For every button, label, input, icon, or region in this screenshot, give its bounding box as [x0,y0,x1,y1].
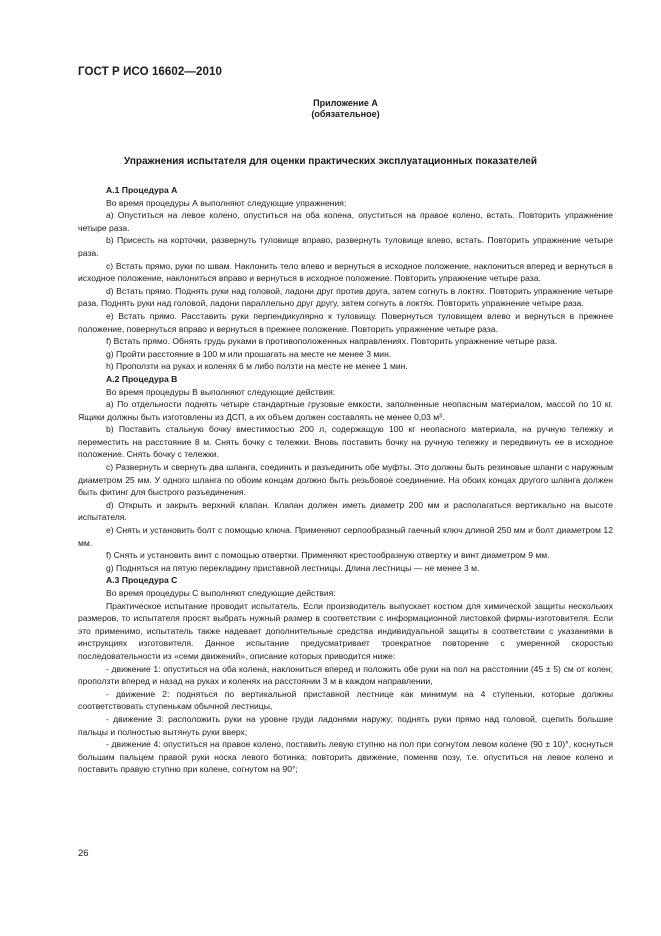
paragraph: е) Снять и установить болт с помощью ключа. Применяют серпообразный гаечный ключ длиной 250 мм и болт диаметром 12 мм. [78,525,613,548]
paragraph: f) Встать прямо. Обнять грудь руками в противоположенных направлениях. Повторить упражнение четыре раза. [106,336,558,347]
paragraph: Во время процедуры В выполняют следующие действия: [106,386,336,397]
paragraph: с) Встать прямо, руки по швам. Наклонить тело влево и вернуться в исходное положение, наклониться вперед и вернуться в исходное положение, наклониться вправо и вернуться в исходное положение. Повторить упражнение четыре раза. [78,260,613,284]
page-number: 26 [78,848,89,859]
subsection-heading: А.3 Процедура С [106,575,178,586]
annex-title: Приложение А [313,98,378,108]
paragraph: d) Встать прямо. Поднять руки над головой, ладони друг против друга, затем согнуть в локтях. Повторить упражнение четыре раза. Поднять руки над головой, ладони параллельно друг другу, затем согнуть в локтях. Повторить упражнение четыре раза. [78,285,613,309]
annex-heading [0,98,661,120]
paragraph: - движение 1: опуститься на оба колена, наклониться вперед и положить обе руки на пол на расстоянии (45 ± 5) см от колен; проползти вперед и назад на руках и коленях на расстоянии 3 м в каждом направлении, [78,663,613,687]
body-text [78,184,613,776]
paragraph: с) Развернуть и свернуть два шланга, соединить и разъединить обе муфты. Это должны быть резиновые шланги с наружным диаметром 25 мм. У одного шланга по обоим концам должно быть резьбовое соединение. На обоих концах другого шланга должен быть фитинг для быстрого разъединения. [78,462,613,498]
paragraph: а) Опуститься на левое колено, опуститься на оба колена, опуститься на правое колено, встать. Повторить упражнение четыре раза. [78,210,613,233]
paragraph: g) Пройти расстояние в 100 м или прошагать на месте не менее 3 мин. [106,348,392,359]
subsection-heading: А.2 Процедура В [106,373,178,384]
paragraph: - движение 4: опуститься на правое колено, поставить левую ступню на пол при согнутом левом колене (90 ± 10)°, коснуться большим пальцем правой руки носка левого ботинка; повторить движение, поменяв позу, т.е. опуститься на левое колено и поставить правую ступню при колене, согнутом на 90°; [78,739,613,775]
paragraph: - движение 3: расположить руки на уровне груди ладонями наружу; поднять руки прямо над головой, сцепить большие пальцы и полностью вытянуть руки вверх; [78,713,613,737]
section-title: Упражнения испытателя для оценки практических эксплуатационных показателей [123,156,538,167]
paragraph: g) Подняться на пятую перекладину приставной лестницы. Длина лестницы — не менее 3 м. [106,562,480,573]
paragraph: е) Встать прямо. Расставить руки перпендикулярно к туловищу. Повернуться туловищем влево и вернуться в прежнее положение, повернуться вправо и вернуться в прежнее положение. Повторить упражнение четыре раза. [78,310,613,334]
paragraph: а) По отдельности поднять четыре стандартные грузовые емкости, заполненные неопасным материалом, массой по 10 кг. Ящики должны быть изготовлены из ДСП, а их объем должен составлять не менее 0,03 м³. [78,399,613,422]
subsection-heading: А.1 Процедура А [106,185,178,195]
paragraph: Практическое испытание проводит испытатель. Если производитель выпускает костюм для химической защиты нескольких размеров, то испытателя просят выбрать нужный размер в соответствии с информационной листовкой фирмы-изготовителя. Если это применимо, испытатель также надевает дополнительные средства индивидуальной защиты в соответствии с указаниями в инструкциях изготовителя. Данное испытание предусматривает троекратное повторение с умеренной скоростью последовательности из «семи движений», описание которых приводится ниже: [78,600,613,661]
paragraph: h) Проползти на руках и коленях 6 м либо ползти на месте не менее 1 мин. [106,361,408,372]
document-header: ГОСТ Р ИСО 16602—2010 [78,66,223,78]
paragraph: b) Присесть на корточки, развернуть туловище вправо, развернуть туловище влево, встать. Повторить упражнение четыре раза. [78,235,613,258]
paragraph: Во время процедуры С выполняют следующие действия: [106,588,336,598]
paragraph: f) Снять и установить винт с помощью отвертки. Применяют крестообразную отвертку и винт диаметром 9 мм. [106,550,550,561]
paragraph: b) Поставить стальную бочку вместимостью 200 л, содержащую 100 кг неопасного материала, на ручную тележку и переместить на расстояние 8 м. Снять бочку с тележки. Вновь поставить бочку на ручную тележку и передвинуть ее в исходное положение. Снять бочку с тележки. [78,424,613,460]
paragraph: d) Открыть и закрыть верхний клапан. Клапан должен иметь диаметр 200 мм и располагаться вертикально на высоте испытателя. [78,499,613,523]
annex-subtitle: (обязательное) [311,109,380,119]
paragraph: Во время процедуры А выполняют следующие упражнения: [106,197,347,208]
paragraph: - движение 2: подняться по вертикальной приставной лестнице как минимум на 4 ступеньки, которые должны соответствовать ступенькам обычной лестницы, [78,688,613,712]
